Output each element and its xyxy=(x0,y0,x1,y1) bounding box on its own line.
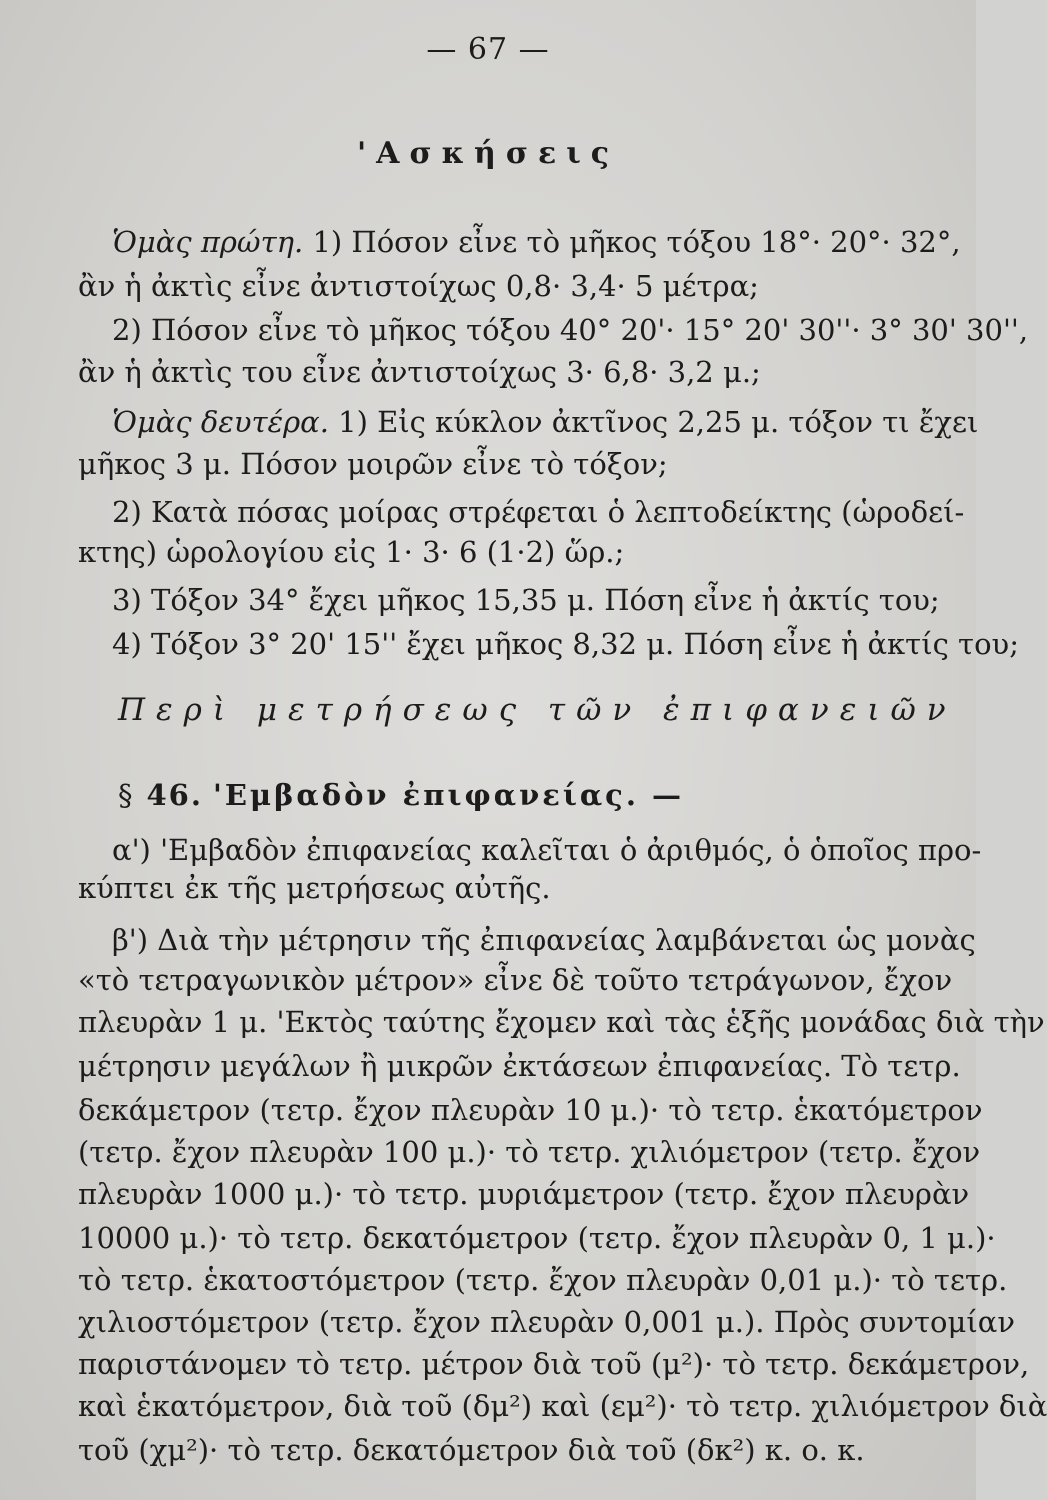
group1-label: Ὁμὰς πρώτη. xyxy=(112,225,304,259)
body-line-8: (τετρ. ἔχον πλευρὰν 100 μ.)· τὸ τετρ. χιλιόμετρον (τετρ. ἔχον xyxy=(78,1135,981,1169)
group1-line-2: ἂν ἡ ἀκτὶς εἶνε ἀντιστοίχως 0,8· 3,4· 5 μέτρα; xyxy=(78,269,759,303)
body-line-9: πλευρὰν 1000 μ.)· τὸ τετρ. μυριάμετρον (τετρ. ἔχον πλευρὰν xyxy=(78,1177,970,1211)
section-symbol: § xyxy=(118,778,133,812)
section-title: Περὶ μετρήσεως τῶν ἐπιφανειῶν xyxy=(118,692,957,728)
body-line-15: τοῦ (χμ²)· τὸ τετρ. δεκατόμετρον διὰ τοῦ (δκ²) κ. ο. κ. xyxy=(78,1433,865,1467)
group2-line-1 xyxy=(112,402,979,442)
body-line-5: πλευρὰν 1 μ. 'Εκτὸς ταύτης ἔχομεν καὶ τὰς ἑξῆς μονάδας διὰ τὴν xyxy=(78,1005,1045,1039)
group2-line-5: 3) Τόξον 34° ἔχει μῆκος 15,35 μ. Πόση εἶνε ἡ ἀκτίς του; xyxy=(112,583,940,617)
body-line-12: χιλιοστόμετρον (τετρ. ἔχον πλευρὰν 0,001 μ.). Πρὸς συντομίαν xyxy=(78,1305,1015,1339)
body-line-11: τὸ τετρ. ἑκατοστόμετρον (τετρ. ἔχον πλευρὰν 0,01 μ.)· τὸ τετρ. xyxy=(78,1263,1008,1297)
body-line-14: καὶ ἑκατόμετρον, διὰ τοῦ (δμ²) καὶ (εμ²)· τὸ τετρ. χιλιόμετρον διὰ xyxy=(78,1389,1047,1423)
paragraph-title: 'Εμβαδὸν ἐπιφανείας. — xyxy=(212,778,685,812)
body-line-7: δεκάμετρον (τετρ. ἔχον πλευρὰν 10 μ.)· τὸ τετρ. ἑκατόμετρον xyxy=(78,1093,983,1127)
group1-line-1 xyxy=(112,222,961,262)
body-line-1: α') 'Εμβαδὸν ἐπιφανείας καλεῖται ὁ ἀριθμός, ὁ ὁποῖος προ- xyxy=(112,833,982,867)
group1-q1-text: 1) Πόσον εἶνε τὸ μῆκος τόξου 18°· 20°· 32°, xyxy=(312,225,961,259)
exercises-heading: 'Ασκήσεις xyxy=(356,136,620,171)
group1-line-3: 2) Πόσον εἶνε τὸ μῆκος τόξου 40° 20'· 15° 20' 30''· 3° 30' 30'', xyxy=(112,313,1029,347)
group2-line-3: 2) Κατὰ πόσας μοίρας στρέφεται ὁ λεπτοδείκτης (ὡροδεί- xyxy=(112,495,965,529)
group2-line-6: 4) Τόξον 3° 20' 15'' ἔχει μῆκος 8,32 μ. Πόση εἶνε ἡ ἀκτίς του; xyxy=(112,627,1019,661)
group2-label: Ὁμὰς δευτέρα. xyxy=(112,405,329,439)
body-line-6: μέτρησιν μεγάλων ἢ μικρῶν ἐκτάσεων ἐπιφανείας. Τὸ τετρ. xyxy=(78,1049,961,1083)
body-line-2: κύπτει ἐκ τῆς μετρήσεως αὐτῆς. xyxy=(78,871,551,905)
body-line-4: «τὸ τετραγωνικὸν μέτρον» εἶνε δὲ τοῦτο τετράγωνον, ἔχον xyxy=(78,963,953,997)
body-line-3: β') Διὰ τὴν μέτρησιν τῆς ἐπιφανείας λαμβάνεται ὡς μονὰς xyxy=(112,923,976,957)
paragraph-number: 46. xyxy=(146,778,203,812)
group2-line-2: μῆκος 3 μ. Πόσον μοιρῶν εἶνε τὸ τόξον; xyxy=(78,447,668,481)
group2-line-4: κτης) ὡρολογίου εἰς 1· 3· 6 (1·2) ὥρ.; xyxy=(78,535,625,569)
body-line-10: 10000 μ.)· τὸ τετρ. δεκατόμετρον (τετρ. ἔχον πλευρὰν 0, 1 μ.)· xyxy=(78,1221,996,1255)
body-line-13: παριστάνομεν τὸ τετρ. μέτρον διὰ τοῦ (μ²)· τὸ τετρ. δεκάμετρον, xyxy=(78,1347,1030,1381)
paragraph-heading xyxy=(118,778,898,812)
group2-q1-text: 1) Εἰς κύκλον ἀκτῖνος 2,25 μ. τόξον τι ἔχει xyxy=(338,405,979,439)
page-number: — 67 — xyxy=(426,32,550,67)
group1-line-4: ἂν ἡ ἀκτὶς του εἶνε ἀντιστοίχως 3· 6,8· 3,2 μ.; xyxy=(78,355,761,389)
